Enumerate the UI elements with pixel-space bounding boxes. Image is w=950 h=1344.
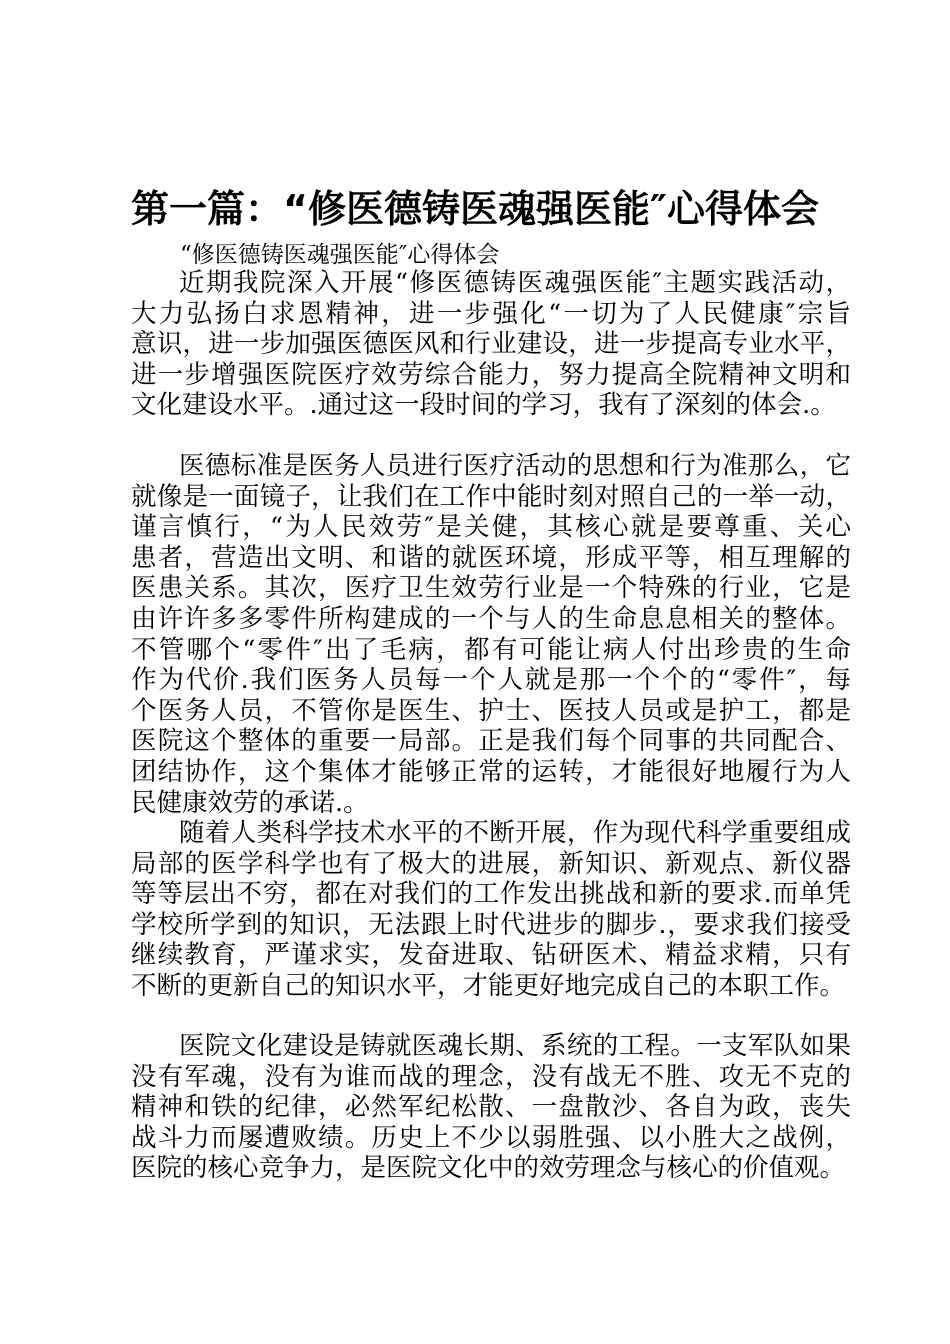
paragraph-line: 不管哪个“零件″出了毛病，都有可能让病人付出珍贵的生命 <box>131 634 851 665</box>
paragraph-line: 近期我院深入开展“修医德铸医魂强医能″主题实践活动， <box>179 268 851 298</box>
paragraph-line: 继续教育，严谨求实，发奋进取、钻研医术、精益求精，只有 <box>131 940 851 971</box>
paragraph-line: 医患关系。其次，医疗卫生效劳行业是一个特殊的行业，它是 <box>131 573 851 604</box>
paragraph-line: 患者，营造出文明、和谐的就医环境，形成平等，相互理解的 <box>131 542 851 573</box>
paragraph-line: 医院这个整体的重要一局部。正是我们每个同事的共同配合、 <box>131 726 851 757</box>
paragraph-line: 大力弘扬白求恩精神，进一步强化“一切为了人民健康″宗旨 <box>131 298 851 329</box>
paragraph-line: 民健康效劳的承诺.。 <box>131 787 369 818</box>
paragraph-line: 不断的更新自己的知识水平，才能更好地完成自己的本职工作。 <box>131 970 846 1001</box>
paragraph-line: 就像是一面镜子，让我们在工作中能时刻对照自己的一举一动， <box>131 481 851 512</box>
paragraph-line: 没有军魂，没有为谁而战的理念，没有战无不胜、攻无不克的 <box>131 1061 851 1092</box>
paragraph-line: 谨言慎行，“为人民效劳″是关健，其核心就是要尊重、关心 <box>131 512 851 543</box>
document-title: 第一篇：“修医德铸医魂强医能″心得体会 <box>131 187 819 231</box>
paragraph-line: 意识，进一步加强医德医风和行业建设，进一步提高专业水平， <box>131 329 851 360</box>
paragraph-line: 个医务人员，不管你是医生、护士、医技人员或是护工，都是 <box>131 695 851 726</box>
paragraph-line: 等等层出不穷，都在对我们的工作发出挑战和新的要求.而单凭 <box>131 879 851 910</box>
paragraph-2 <box>131 451 851 818</box>
paragraph-3 <box>131 818 851 1002</box>
paragraph-4 <box>131 1031 851 1184</box>
paragraph-line: 精神和铁的纪律，必然军纪松散、一盘散沙、各自为政，丧失 <box>131 1092 851 1123</box>
paragraph-line: 作为代价.我们医务人员每一个人就是那一个个的“零件″，每 <box>131 665 851 696</box>
paragraph-line: 团结协作，这个集体才能够正常的运转，才能很好地履行为人 <box>131 756 851 787</box>
paragraph-line: 文化建设水平。.通过这一段时间的学习，我有了深刻的体会.。 <box>131 390 836 421</box>
paragraph-line: 战斗力而屡遭败绩。历史上不少以弱胜强、以小胜大之战例， <box>131 1122 851 1153</box>
paragraph-line: 由许许多多零件所构建成的一个与人的生命息息相关的整体。 <box>131 603 851 634</box>
document-subtitle: “修医德铸医魂强医能″心得体会 <box>180 242 500 268</box>
paragraph-line: 医院的核心竞争力，是医院文化中的效劳理念与核心的价值观。 <box>131 1153 846 1184</box>
paragraph-line: 随着人类科学技术水平的不断开展，作为现代科学重要组成 <box>179 818 851 848</box>
paragraph-line: 学校所学到的知识，无法跟上时代进步的脚步.，要求我们接受 <box>131 909 851 940</box>
paragraph-line: 医德标准是医务人员进行医疗活动的思想和行为准那么，它 <box>179 451 851 481</box>
paragraph-line: 进一步增强医院医疗效劳综合能力，努力提高全院精神文明和 <box>131 359 851 390</box>
paragraph-line: 医院文化建设是铸就医魂长期、系统的工程。一支军队如果 <box>179 1031 851 1061</box>
paragraph-1 <box>131 268 851 421</box>
paragraph-line: 局部的医学科学也有了极大的进展，新知识、新观点、新仪器 <box>131 848 851 879</box>
